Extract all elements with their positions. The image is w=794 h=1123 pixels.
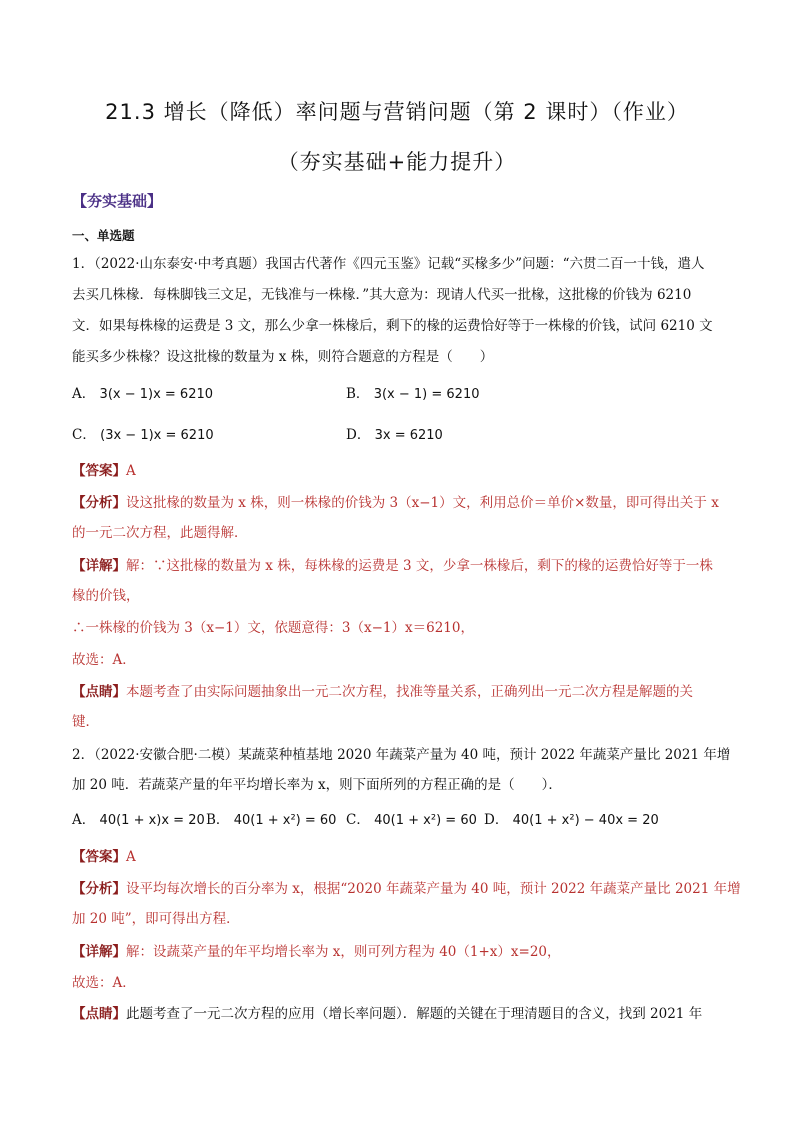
question-1-detail-cont: ∴一株椽的价钱为 3（x−1）文，依题意得：3（x−1）x＝6210，	[72, 620, 474, 636]
option-label: A．	[72, 812, 96, 828]
question-1-detail-cont: 椽的价钱，	[72, 588, 140, 604]
question-1-stem-line: 文．如果每株椽的运费是 3 文，那么少拿一株椽后，剩下的椽的运费恰好等于一株椽的价钱，试问 6210 文	[72, 318, 713, 334]
page-title: 21.3 增长（降低）率问题与营销问题（第 2 课时）（作业）	[105, 100, 689, 124]
option-formula: 3(x − 1)x = 6210	[99, 387, 214, 402]
question-1-detail-cont: 故选：A．	[72, 652, 136, 668]
question-1-option-b	[346, 382, 480, 402]
answer-value: A	[126, 463, 136, 479]
comment-text: 本题考查了由实际问题抽象出一元二次方程，找准等量关系，正确列出一元二次方程是解题的关	[126, 684, 693, 700]
analysis-tag: 【分析】	[72, 495, 126, 511]
page-subtitle: （夯实基础+能力提升）	[277, 150, 517, 174]
question-2-stem-line: 加 20 吨．若蔬菜产量的年平均增长率为 x，则下面所列的方程正确的是（ ）．	[72, 777, 562, 793]
question-1-option-d	[346, 423, 443, 443]
section-heading: 【夯实基础】	[72, 192, 163, 210]
comment-tag: 【点睛】	[72, 684, 126, 700]
question-2-analysis	[72, 877, 741, 897]
option-label: C．	[346, 812, 370, 828]
question-1-stem-line: 1．（2022·山东泰安·中考真题）我国古代著作《四元玉鉴》记载“买椽多少”问题：“六贯二百一十钱，遣人	[72, 256, 705, 272]
detail-tag: 【详解】	[72, 944, 126, 960]
question-1-comment	[72, 680, 722, 700]
question-2-option-d	[484, 808, 659, 828]
answer-tag: 【答案】	[72, 463, 126, 479]
question-1-stem-line: 去买几株椽．每株脚钱三文足，无钱准与一株椽．”其大意为：现请人代买一批椽，这批椽的价钱为 6210	[72, 287, 692, 303]
question-2-option-b	[206, 808, 336, 828]
option-formula: (3x − 1)x = 6210	[100, 428, 214, 443]
detail-text: 解：设蔬菜产量的年平均增长率为 x，则可列方程为 40（1+x）x=20，	[126, 944, 561, 960]
comment-tag: 【点睛】	[72, 1006, 126, 1022]
question-2-analysis-cont: 加 20 吨”，即可得出方程．	[72, 911, 240, 927]
option-formula: 40(1 + x²) − 40x = 20	[512, 813, 659, 828]
question-1-analysis	[72, 491, 722, 511]
option-formula: 3x = 6210	[374, 428, 443, 443]
question-2-option-c	[346, 808, 477, 828]
analysis-text: 设这批椽的数量为 x 株，则一株椽的价钱为 3（x−1）文，利用总价＝单价×数量，即可得出关于 x	[126, 495, 719, 511]
option-label: D．	[346, 427, 371, 443]
question-2-stem-line: 2．（2022·安徽合肥·二模）某蔬菜种植基地 2020 年蔬菜产量为 40 吨，预计 2022 年蔬菜产量比 2021 年增	[72, 747, 731, 763]
analysis-text: 设平均每次增长的百分率为 x，根据“2020 年蔬菜产量为 40 吨，预计 2022 年蔬菜产量比 2021 年增	[126, 881, 741, 897]
analysis-tag: 【分析】	[72, 881, 126, 897]
option-formula: 40(1 + x²) = 60	[233, 813, 337, 828]
question-1-detail	[72, 554, 722, 574]
comment-text: 此题考查了一元二次方程的应用（增长率问题）．解题的关键在于理清题目的含义，找到 2021 年	[126, 1006, 703, 1022]
detail-tag: 【详解】	[72, 558, 126, 574]
question-1-stem-line: 能买多少株椽？设这批椽的数量为 x 株，则符合题意的方程是（ ）	[72, 349, 494, 365]
option-label: B．	[346, 386, 370, 402]
question-1-analysis-cont: 的一元二次方程，此题得解．	[72, 525, 248, 541]
option-formula: 3(x − 1) = 6210	[373, 387, 480, 402]
option-formula: 40(1 + x²) = 60	[374, 813, 477, 828]
question-type-heading: 一、单选题	[72, 228, 135, 243]
question-2-comment	[72, 1002, 722, 1022]
option-label: D．	[484, 812, 509, 828]
question-2-detail	[72, 940, 722, 960]
question-1-option-c	[72, 423, 214, 443]
question-1-option-a	[72, 382, 213, 402]
option-label: C．	[72, 427, 96, 443]
option-formula: 40(1 + x)x = 20	[99, 813, 205, 828]
question-1-comment-cont: 键．	[72, 714, 99, 730]
question-2-detail-cont: 故选：A．	[72, 975, 136, 991]
answer-tag: 【答案】	[72, 849, 126, 865]
answer-value: A	[126, 849, 136, 865]
question-2-option-a	[72, 808, 205, 828]
question-1-answer	[72, 459, 722, 479]
option-label: A．	[72, 386, 96, 402]
option-label: B．	[206, 812, 230, 828]
detail-text: 解：∵这批椽的数量为 x 株，每株椽的运费是 3 文，少拿一株椽后，剩下的椽的运费恰好等于一株	[126, 558, 713, 574]
question-2-answer	[72, 845, 722, 865]
